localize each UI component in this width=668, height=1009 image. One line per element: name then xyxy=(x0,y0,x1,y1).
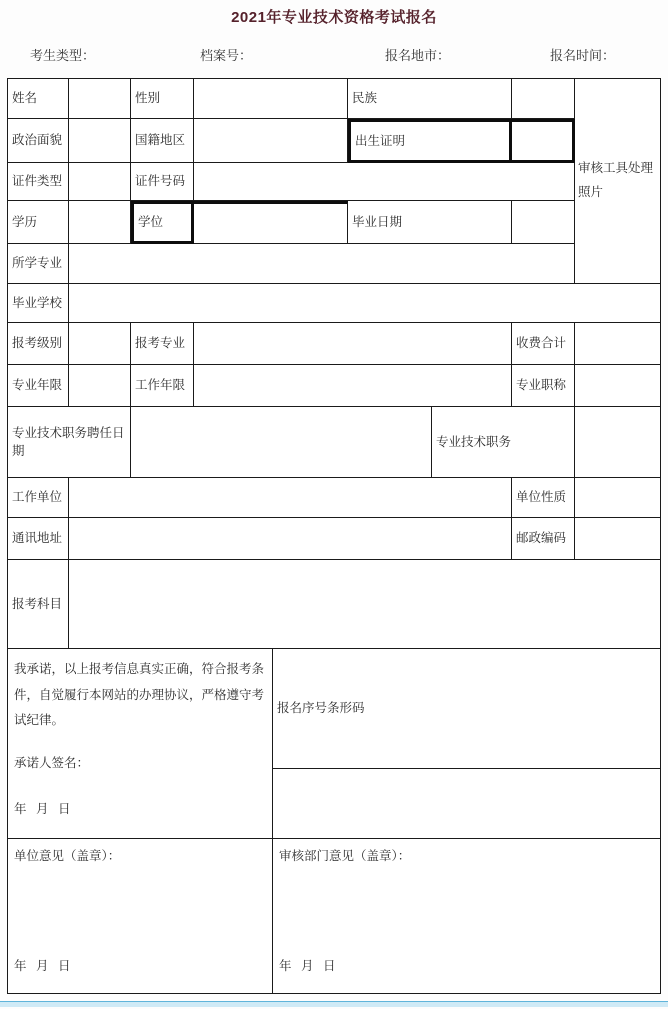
pledge-text: 我承诺，以上报考信息真实正确，符合报考条件，自觉履行本网站的办理协议，严格遵守考试纪律。 xyxy=(14,662,265,728)
value-prof-post xyxy=(575,407,661,478)
value-id-type xyxy=(69,163,131,201)
meta-reg-time: 报名时间： xyxy=(550,48,616,63)
value-mail-addr xyxy=(69,518,512,560)
barcode-cell: 报名序号条形码 xyxy=(273,649,661,769)
value-political xyxy=(69,119,131,163)
label-exam-level: 报考级别 xyxy=(8,323,69,365)
label-grad-school: 毕业学校 xyxy=(8,284,69,323)
form-table xyxy=(7,78,661,994)
label-major-studied: 所学专业 xyxy=(8,244,69,284)
label-political: 政治面貌 xyxy=(8,119,69,163)
audit-opinion-cell xyxy=(273,839,661,994)
value-major-studied xyxy=(69,244,575,284)
label-education: 学历 xyxy=(8,201,69,244)
label-exam-subjects: 报考科目 xyxy=(8,560,69,649)
meta-file-no: 档案号： xyxy=(200,48,253,63)
page-title: 2021年专业技术资格考试报名 xyxy=(231,9,437,26)
label-mail-addr: 通讯地址 xyxy=(8,518,69,560)
label-prof-title: 专业职称 xyxy=(512,365,575,407)
value-education xyxy=(69,201,131,244)
audit-opinion-date: 年 月 日 xyxy=(279,958,336,973)
value-grad-date xyxy=(512,201,575,244)
meta-candidate-type: 考生类型： xyxy=(30,48,96,63)
value-gender xyxy=(194,79,348,119)
value-work-unit xyxy=(69,478,512,518)
unit-opinion-cell xyxy=(8,839,273,994)
label-appoint-date: 专业技术职务聘任日期 xyxy=(8,407,131,478)
value-exam-subjects xyxy=(69,560,661,649)
pledge-signature-label: 承诺人签名： xyxy=(14,756,90,770)
value-fee-total xyxy=(575,323,661,365)
value-appoint-date xyxy=(131,407,432,478)
label-birth-cert: 出生证明 xyxy=(348,119,512,163)
label-ethnicity: 民族 xyxy=(348,79,512,119)
value-nationality-region xyxy=(194,119,348,163)
unit-opinion-label: 单位意见（盖章）： xyxy=(14,849,121,863)
label-work-years: 工作年限 xyxy=(131,365,194,407)
value-prof-title xyxy=(575,365,661,407)
value-ethnicity xyxy=(512,79,575,119)
label-degree: 学位 xyxy=(131,201,194,244)
bottom-divider-bar xyxy=(0,1001,668,1007)
label-postal-code: 邮政编码 xyxy=(512,518,575,560)
meta-reg-city: 报名地市： xyxy=(385,48,451,63)
value-name xyxy=(69,79,131,119)
value-work-years xyxy=(194,365,512,407)
label-id-number: 证件号码 xyxy=(131,163,194,201)
value-postal-code xyxy=(575,518,661,560)
value-degree xyxy=(194,201,348,244)
label-prof-post: 专业技术职务 xyxy=(432,407,575,478)
meta-row xyxy=(0,45,668,63)
label-work-unit: 工作单位 xyxy=(8,478,69,518)
label-prof-years: 专业年限 xyxy=(8,365,69,407)
label-fee-total: 收费合计 xyxy=(512,323,575,365)
unit-opinion-date: 年 月 日 xyxy=(14,958,71,973)
value-prof-years xyxy=(69,365,131,407)
label-unit-type: 单位性质 xyxy=(512,478,575,518)
value-id-number xyxy=(194,163,575,201)
label-nationality-region: 国籍地区 xyxy=(131,119,194,163)
barcode-blank-cell xyxy=(273,769,661,839)
label-id-type: 证件类型 xyxy=(8,163,69,201)
label-grad-date: 毕业日期 xyxy=(348,201,512,244)
value-unit-type xyxy=(575,478,661,518)
value-exam-major xyxy=(194,323,512,365)
value-exam-level xyxy=(69,323,131,365)
label-name: 姓名 xyxy=(8,79,69,119)
label-exam-major: 报考专业 xyxy=(131,323,194,365)
photo-note-cell: 审核工具处理照片 xyxy=(575,79,661,284)
value-grad-school xyxy=(69,284,661,323)
pledge-cell xyxy=(8,649,273,839)
pledge-date-label: 年 月 日 xyxy=(14,802,71,816)
audit-opinion-label: 审核部门意见（盖章）： xyxy=(279,849,411,863)
label-gender: 性别 xyxy=(131,79,194,119)
value-birth-cert xyxy=(512,119,575,163)
